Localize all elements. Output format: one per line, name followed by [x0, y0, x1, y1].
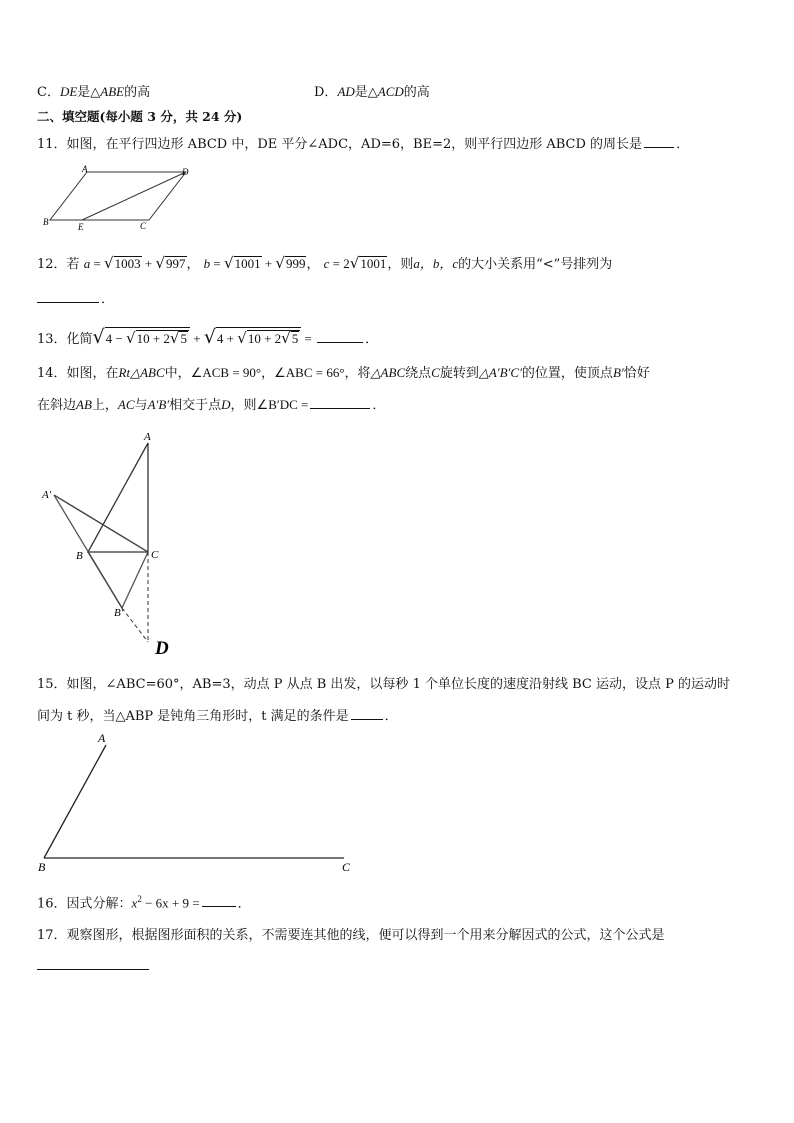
segment-apc [54, 495, 148, 552]
answer-blank-13[interactable] [317, 330, 363, 343]
question-15-line1: 15．如图，∠ABC=60°，AB=3，动点 P 从点 B 出发，以每秒 1 个单位长度的速度沿射线 BC 运动，设点 P 的运动时 [37, 677, 730, 692]
figure-parallelogram [40, 163, 200, 233]
question-16: 16．因式分解：$x^2 - 6x + 9$ = ． [37, 894, 251, 912]
answer-blank-12[interactable] [37, 290, 99, 303]
answer-blank-11[interactable] [644, 135, 674, 148]
figure-rotation [40, 428, 190, 660]
answer-blank-16[interactable] [202, 894, 236, 907]
label-e: E [78, 222, 84, 232]
question-11: 11．如图，在平行四边形 ABCD 中，DE 平分∠ADC，AD=6，BE=2，则平行四边形 ABCD 的周长是 ． [37, 137, 690, 152]
figure-angle [36, 730, 356, 878]
label-c: C [151, 549, 159, 561]
question-17: 17．观察图形，根据图形面积的关系，不需要连其他的线，便可以得到一个用来分解因式的公式，这个公式是 [37, 928, 665, 943]
question-15-line2: 间为 t 秒，当△ABP 是钝角三角形时，t 满足的条件是 ． [37, 709, 398, 724]
label-d: D [182, 167, 189, 177]
answer-blank-14[interactable] [310, 396, 370, 409]
segment-de [82, 172, 186, 220]
label-b: B [43, 217, 49, 227]
triangle-abc [88, 443, 148, 552]
question-14-line1: 14．如图，在Rt△ABC中，∠ACB = 90°，∠ABC = 66°，将△ABC绕点C旋转到△A′B′C′的位置，使顶点B′恰好 [37, 365, 650, 381]
question-17-answer [37, 957, 151, 976]
question-14-line2: 在斜边AB上，AC与A′B′相交于点D，则∠B′DC = ． [37, 397, 386, 413]
section-title: 二、填空题(每小题 3 分，共 24 分) [37, 109, 243, 124]
label-b: B [38, 860, 46, 874]
label-b: B [76, 550, 83, 562]
label-a: A [82, 164, 88, 174]
label-bp: B′ [114, 607, 124, 619]
label-c: C [342, 860, 351, 874]
label-ap: A′ [42, 489, 52, 501]
question-12-answer: ． [37, 290, 114, 309]
answer-blank-15[interactable] [351, 707, 383, 720]
label-a: A [144, 431, 151, 443]
question-13: 13．化简√4 − √10 + 2√5 + √4 + √10 + 2√5 = ． [37, 326, 379, 348]
option-c: C．DE是△ABE的高 [37, 84, 151, 100]
parallelogram-abcd [50, 172, 186, 220]
segment-ab [44, 745, 106, 858]
segment-bpd-dashed [122, 608, 148, 642]
question-12: 12．若 a = √1003 + √997， b = √1001 + √999， c = 2√1001，则a，b，c的大小关系用“<”号排列为 [37, 254, 613, 272]
option-d: D．AD是△ACD的高 [314, 84, 430, 100]
label-c: C [140, 221, 147, 231]
segment-bbp [88, 552, 122, 608]
label-a: A [98, 731, 106, 745]
label-d: D [155, 638, 169, 659]
answer-blank-17[interactable] [37, 957, 149, 970]
